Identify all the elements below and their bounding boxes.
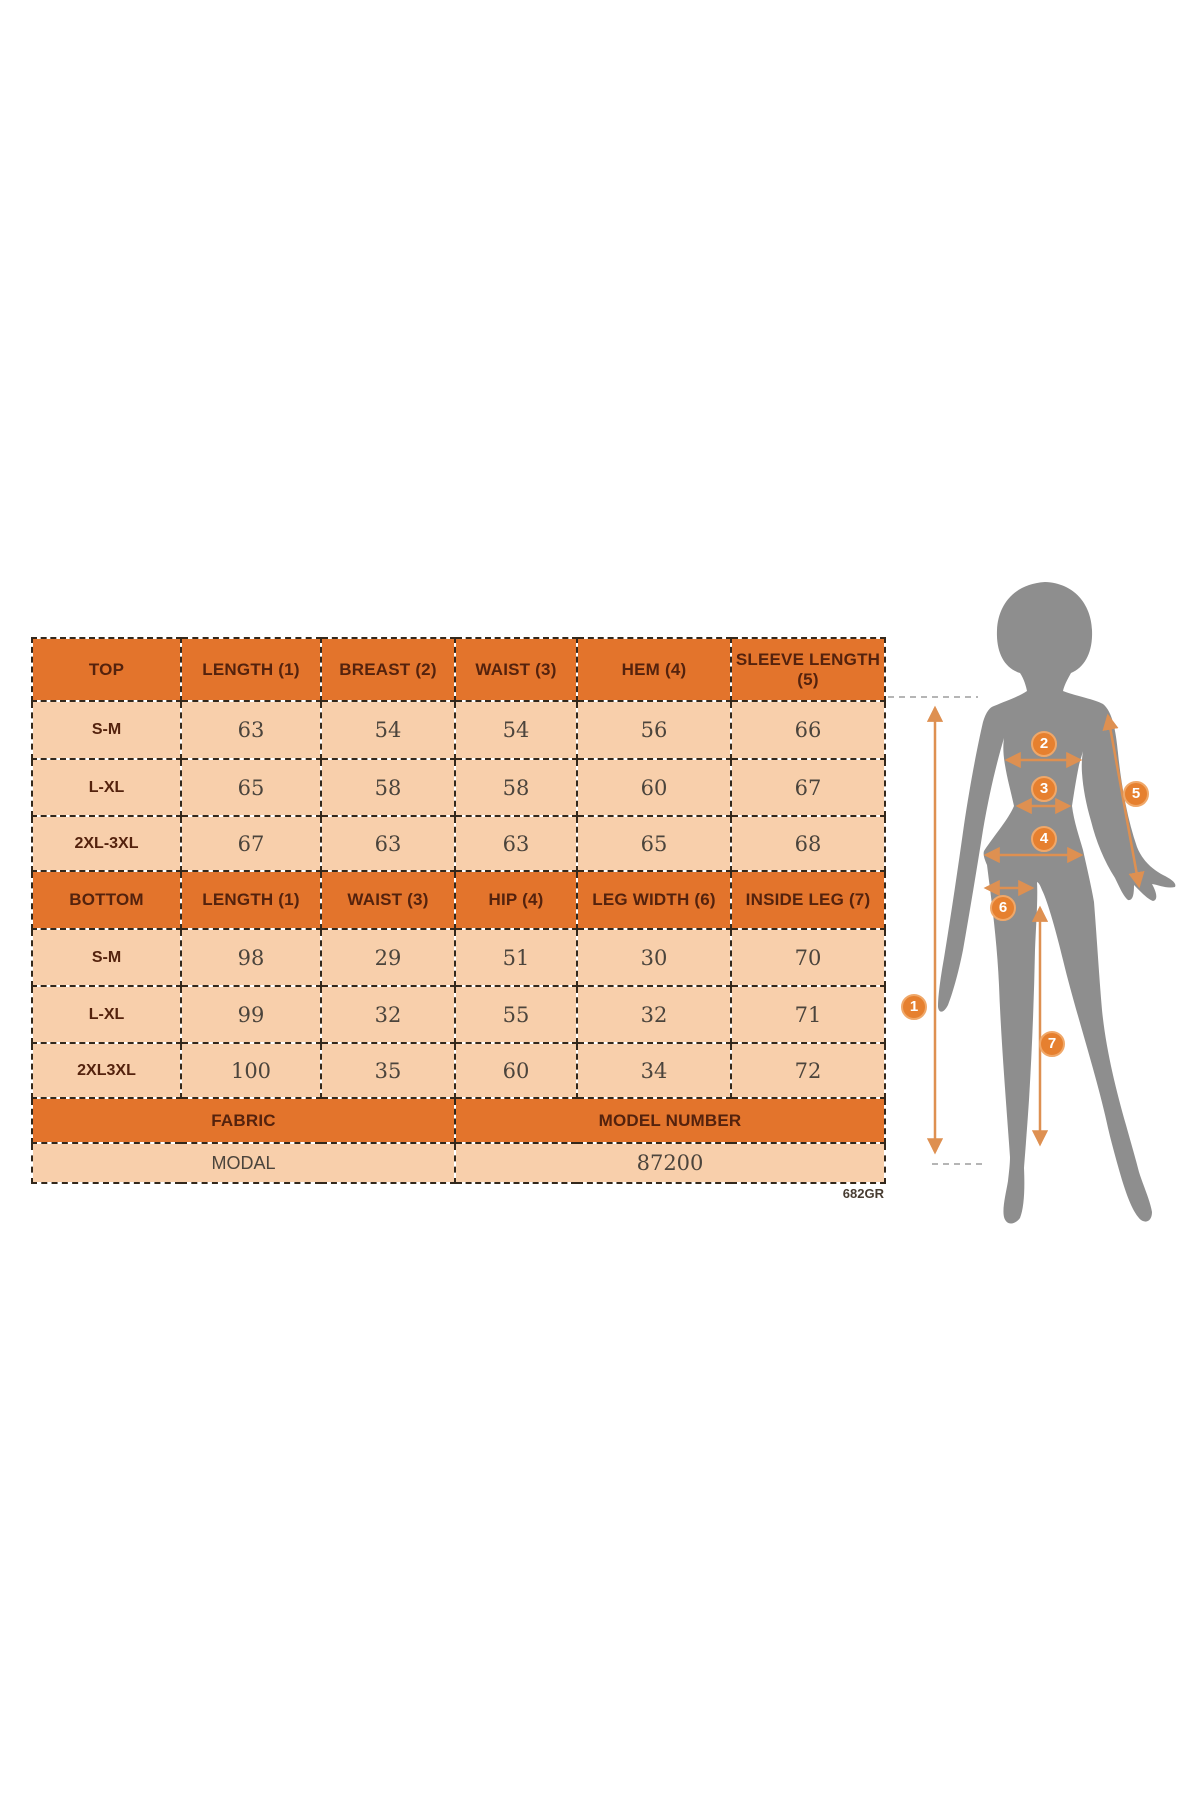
measure-badge-2: 2 (1031, 731, 1057, 757)
value-cell: 60 (455, 1043, 577, 1098)
model-value-cell: 87200 (455, 1143, 885, 1183)
value-cell: 35 (321, 1043, 455, 1098)
measure-badge-4: 4 (1031, 826, 1057, 852)
top-header-row (32, 638, 885, 701)
value-cell: 63 (181, 701, 321, 759)
table-row (32, 759, 885, 816)
measure-badge-3: 3 (1031, 776, 1057, 802)
size-label-cell: L-XL (32, 986, 181, 1043)
value-cell: 56 (577, 701, 731, 759)
fabric-value-cell: MODAL (32, 1143, 455, 1183)
measure-badge-1: 1 (901, 994, 927, 1020)
size-label-cell: S-M (32, 929, 181, 986)
header-cell: BOTTOM (32, 871, 181, 929)
value-cell: 67 (731, 759, 885, 816)
table-row (32, 816, 885, 871)
value-cell: 71 (731, 986, 885, 1043)
header-cell: TOP (32, 638, 181, 701)
header-cell: INSIDE LEG (7) (731, 871, 885, 929)
value-cell: 67 (181, 816, 321, 871)
header-cell: LEG WIDTH (6) (577, 871, 731, 929)
header-cell: HEM (4) (577, 638, 731, 701)
value-cell: 55 (455, 986, 577, 1043)
table-row (32, 986, 885, 1043)
measure-badge-7: 7 (1039, 1031, 1065, 1057)
value-cell: 63 (321, 816, 455, 871)
header-cell: LENGTH (1) (181, 871, 321, 929)
value-cell: 34 (577, 1043, 731, 1098)
value-cell: 100 (181, 1043, 321, 1098)
bottom-header-row (32, 871, 885, 929)
value-cell: 65 (577, 816, 731, 871)
value-cell: 72 (731, 1043, 885, 1098)
measure-badge-5: 5 (1123, 781, 1149, 807)
size-chart-table (31, 637, 886, 1184)
value-cell: 58 (321, 759, 455, 816)
value-cell: 29 (321, 929, 455, 986)
value-cell: 58 (455, 759, 577, 816)
value-cell: 30 (577, 929, 731, 986)
measurement-figure (880, 560, 1200, 1260)
style-code: 682GR (842, 1186, 884, 1201)
table-row (32, 929, 885, 986)
fabric-header-row (32, 1098, 885, 1143)
size-label-cell: 2XL3XL (32, 1043, 181, 1098)
size-label-cell: S-M (32, 701, 181, 759)
header-cell: BREAST (2) (321, 638, 455, 701)
fabric-label-cell: FABRIC (32, 1098, 455, 1143)
value-cell: 66 (731, 701, 885, 759)
size-label-cell: 2XL-3XL (32, 816, 181, 871)
size-label-cell: L-XL (32, 759, 181, 816)
value-cell: 99 (181, 986, 321, 1043)
value-cell: 98 (181, 929, 321, 986)
header-cell: SLEEVE LENGTH (5) (731, 638, 885, 701)
header-cell: LENGTH (1) (181, 638, 321, 701)
fabric-value-row (32, 1143, 885, 1183)
value-cell: 60 (577, 759, 731, 816)
value-cell: 63 (455, 816, 577, 871)
header-cell: WAIST (3) (321, 871, 455, 929)
table-row (32, 701, 885, 759)
value-cell: 70 (731, 929, 885, 986)
female-figure-silhouette (880, 560, 1200, 1260)
measure-badge-6: 6 (990, 895, 1016, 921)
value-cell: 68 (731, 816, 885, 871)
model-label-cell: MODEL NUMBER (455, 1098, 885, 1143)
value-cell: 32 (577, 986, 731, 1043)
value-cell: 54 (321, 701, 455, 759)
header-cell: HIP (4) (455, 871, 577, 929)
value-cell: 51 (455, 929, 577, 986)
silhouette-path (938, 582, 1175, 1224)
table-row (32, 1043, 885, 1098)
header-cell: WAIST (3) (455, 638, 577, 701)
value-cell: 54 (455, 701, 577, 759)
value-cell: 32 (321, 986, 455, 1043)
value-cell: 65 (181, 759, 321, 816)
